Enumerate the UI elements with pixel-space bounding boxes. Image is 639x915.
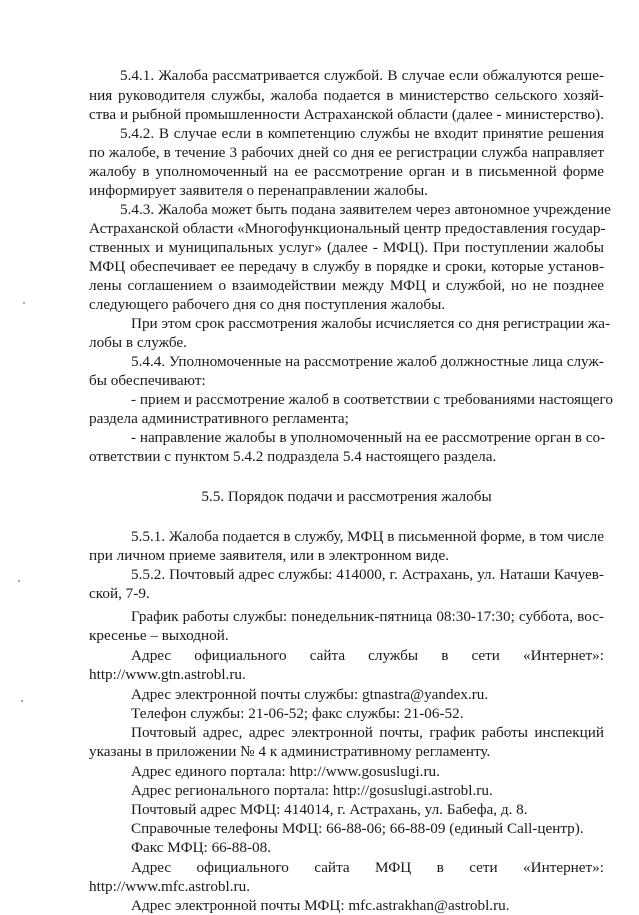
scan-speck — [23, 302, 25, 304]
text-line: Адрес единого портала: http://www.gosuslugi.ru. — [131, 763, 440, 780]
text-line: ния руководителя службы, жалоба подается в министерство сельского хозяй- — [89, 87, 604, 104]
text-line: - направление жалобы в уполномоченный на ее рассмотрение орган в со- — [131, 429, 606, 446]
text-line: жалобу в уполномоченный на ее рассмотрение орган и в письменной форме — [89, 163, 604, 180]
text-line: лобы в службе. — [89, 334, 187, 351]
text-line: http://www.gtn.astrobl.ru. — [89, 666, 246, 683]
text-line: следующего рабочего дня со дня поступления жалобы. — [89, 296, 446, 313]
scan-speck — [21, 700, 23, 702]
text-line: ственных и муниципальных услуг» (далее - МФЦ). При поступлении жалобы — [89, 239, 604, 256]
text-line: - прием и рассмотрение жалоб в соответствии с требованиями настоящего — [131, 391, 613, 408]
text-line: График работы службы: понедельник-пятница 08:30-17:30; суббота, вос- — [131, 608, 604, 625]
text-line: кресенье – выходной. — [89, 627, 229, 644]
text-line: Почтовый адрес, адрес электронной почты, график работы инспекций — [131, 724, 604, 741]
text-line: МФЦ обеспечивает ее передачу в службу в порядке и сроки, которые установ- — [89, 258, 604, 275]
text-line: 5.4.2. В случае если в компетенцию службы не входит принятие решения — [120, 125, 604, 142]
text-line: ской, 7-9. — [89, 585, 150, 602]
scan-speck — [18, 580, 20, 582]
text-line: указаны в приложении № 4 к административному регламенту. — [89, 743, 491, 760]
text-line: при личном приеме заявителя, или в электронном виде. — [89, 547, 450, 564]
text-line: ства и рыбной промышленности Астраханской области (далее - министерство). — [89, 106, 604, 123]
text-line: http://www.mfc.astrobl.ru. — [89, 878, 250, 895]
text-line: Адрес электронной почты МФЦ: mfc.astrakhan@astrobl.ru. — [131, 897, 510, 914]
text-line: по жалобе, в течение 3 рабочих дней со дня ее регистрации служба направляет — [89, 144, 604, 161]
text-line: лены соглашением о взаимодействии между МФЦ и службой, но не позднее — [89, 277, 604, 294]
text-line: Справочные телефоны МФЦ: 66-88-06; 66-88-09 (единый Call-центр). — [131, 820, 584, 837]
text-line: информирует заявителя о перенаправлении жалобы. — [89, 182, 428, 199]
text-line: ответствии с пунктом 5.4.2 подраздела 5.4 настоящего раздела. — [89, 448, 497, 465]
text-line: Адрес официального сайта службы в сети «Интернет»: — [131, 647, 604, 664]
text-line: Адрес регионального портала: http://gosuslugi.astrobl.ru. — [131, 782, 493, 799]
text-line: Адрес официального сайта МФЦ в сети «Интернет»: — [131, 859, 604, 876]
text-line: раздела административного регламента; — [89, 410, 349, 427]
text-line: 5.5.1. Жалоба подается в службу, МФЦ в письменной форме, в том числе — [131, 528, 604, 545]
text-line: бы обеспечивают: — [89, 372, 206, 389]
text-line: Телефон службы: 21-06-52; факс службы: 21-06-52. — [131, 705, 464, 722]
text-line: 5.5.2. Почтовый адрес службы: 414000, г. Астрахань, ул. Наташи Качуев- — [131, 566, 604, 583]
text-line: Почтовый адрес МФЦ: 414014, г. Астрахань, ул. Бабефа, д. 8. — [131, 801, 528, 818]
text-line: 5.4.1. Жалоба рассматривается службой. В случае если обжалуются реше- — [120, 67, 604, 84]
section-heading: 5.5. Порядок подачи и рассмотрения жалобы — [201, 488, 492, 505]
text-line: Адрес электронной почты службы: gtnastra@yandex.ru. — [131, 686, 489, 703]
text-line: 5.4.4. Уполномоченные на рассмотрение жалоб должностные лица служ- — [131, 353, 604, 370]
text-line: 5.4.3. Жалоба может быть подана заявителем через автономное учреждение — [120, 201, 611, 218]
text-line: Факс МФЦ: 66-88-08. — [131, 839, 272, 856]
text-line: При этом срок рассмотрения жалобы исчисляется со дня регистрации жа- — [131, 315, 611, 332]
text-line: Астраханской области «Многофункциональный центр предоставления государ- — [89, 220, 606, 237]
